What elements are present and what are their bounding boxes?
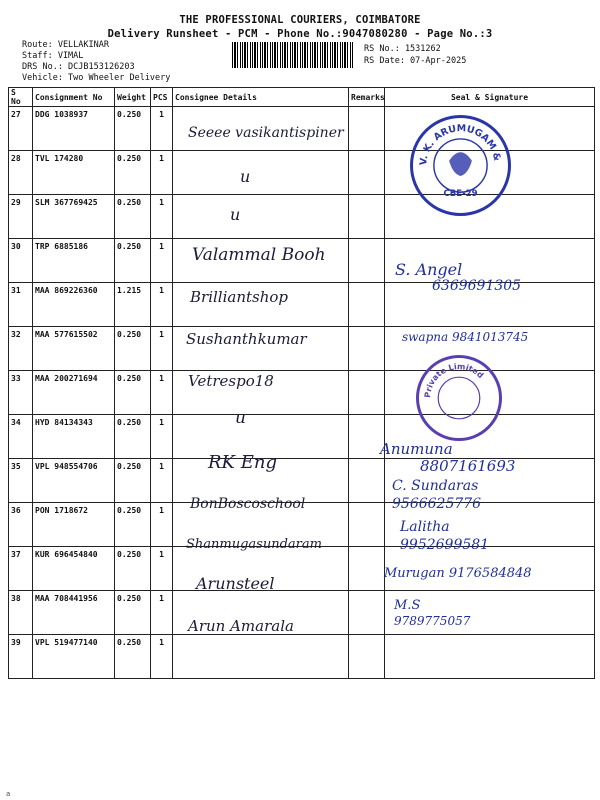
rs-date: RS Date: 07-Apr-2025 <box>364 56 467 66</box>
cell-remarks <box>349 327 385 371</box>
cell-sno: 35 <box>9 459 33 503</box>
staff-label: Staff: VIMAL <box>22 51 84 61</box>
handwritten-consignee-28: Seeee vasikantispiner <box>188 125 344 141</box>
cell-consignment-no: DDG 1038937 <box>33 107 115 151</box>
cell-consignee-details <box>173 151 349 195</box>
cell-sno: 38 <box>9 591 33 635</box>
phone-36: 9566625776 <box>392 496 482 512</box>
phone-37: 9952699581 <box>400 537 490 553</box>
cell-sno: 31 <box>9 283 33 327</box>
cell-sno: 33 <box>9 371 33 415</box>
cell-consignment-no: PON 1718672 <box>33 503 115 547</box>
cell-remarks <box>349 107 385 151</box>
seal-graphic <box>413 118 508 213</box>
stamp-text: Private Limited <box>423 361 486 399</box>
cell-sno: 30 <box>9 239 33 283</box>
header-sno: S No <box>9 88 33 107</box>
header-consignment-no: Consignment No <box>33 88 115 107</box>
cell-remarks <box>349 547 385 591</box>
signature-38: Murugan 9176584848 <box>384 566 532 581</box>
cell-pcs: 1 <box>151 547 173 591</box>
cell-consignment-no: TVL 174280 <box>33 151 115 195</box>
cell-pcs: 1 <box>151 371 173 415</box>
header-consignee-details: Consignee Details <box>173 88 349 107</box>
cell-remarks <box>349 591 385 635</box>
cell-weight: 1.215 <box>115 283 151 327</box>
handwritten-consignee-38: Shanmugasundaram <box>186 537 322 552</box>
cell-consignment-no: MAA 577615502 <box>33 327 115 371</box>
cell-weight: 0.250 <box>115 547 151 591</box>
cell-pcs: 1 <box>151 459 173 503</box>
cell-pcs: 1 <box>151 591 173 635</box>
phone-35: 8807161693 <box>420 457 516 475</box>
cell-sno: 37 <box>9 547 33 591</box>
cell-consignment-no: MAA 869226360 <box>33 283 115 327</box>
cell-weight: 0.250 <box>115 371 151 415</box>
private-limited-stamp <box>416 355 502 441</box>
cell-consignment-no: KUR 696454840 <box>33 547 115 591</box>
handwritten-ditto-29: u <box>240 167 251 186</box>
cell-consignment-no: VPL 948554706 <box>33 459 115 503</box>
cell-remarks <box>349 283 385 327</box>
cell-remarks <box>349 239 385 283</box>
route-label: Route: VELLAKINAR <box>22 40 109 50</box>
handwritten-consignee-34: Vetrespo18 <box>188 372 274 390</box>
cell-sno: 34 <box>9 415 33 459</box>
cell-consignment-no: TRP 6885186 <box>33 239 115 283</box>
phone-31: 6369691305 <box>432 278 522 294</box>
cell-seal-signature <box>385 635 595 679</box>
cell-remarks <box>349 371 385 415</box>
cell-remarks <box>349 195 385 239</box>
signature-35: Anumuna <box>380 440 453 458</box>
cell-consignment-no: VPL 519477140 <box>33 635 115 679</box>
runsheet-subtitle: Delivery Runsheet - PCM - Phone No.:9047080280 - Page No.:3 <box>107 28 493 40</box>
cell-remarks <box>349 459 385 503</box>
cell-sno: 28 <box>9 151 33 195</box>
cell-consignment-no: HYD 84134343 <box>33 415 115 459</box>
cell-consignment-no: SLM 367769425 <box>33 195 115 239</box>
table-row <box>9 415 595 459</box>
cell-weight: 0.250 <box>115 151 151 195</box>
phone-39: 9789775057 <box>394 614 471 628</box>
header-remarks: Remarks <box>349 88 385 107</box>
cell-consignment-no: MAA 708441956 <box>33 591 115 635</box>
seal-top-text: V. K. ARUMUGAM & <box>418 123 503 166</box>
cell-sno: 36 <box>9 503 33 547</box>
vehicle-label: Vehicle: Two Wheeler Delivery <box>22 73 171 83</box>
handwritten-consignee-40: Arun Amarala <box>188 617 294 635</box>
header-pcs: PCS <box>151 88 173 107</box>
signature-31: S. Angel <box>395 260 463 279</box>
signature-39: M.S <box>394 598 421 613</box>
header-weight: Weight <box>115 88 151 107</box>
company-seal-stamp <box>410 115 511 216</box>
cell-weight: 0.250 <box>115 591 151 635</box>
cell-sno: 29 <box>9 195 33 239</box>
cell-consignee-details <box>173 195 349 239</box>
cell-weight: 0.250 <box>115 195 151 239</box>
corner-mark: a <box>6 790 11 798</box>
table-row <box>9 371 595 415</box>
handwritten-consignee-37: BonBoscoschool <box>190 496 306 512</box>
cell-pcs: 1 <box>151 151 173 195</box>
cell-pcs: 1 <box>151 195 173 239</box>
cell-pcs: 1 <box>151 327 173 371</box>
cell-sno: 27 <box>9 107 33 151</box>
handwritten-consignee-32: Brilliantshop <box>190 288 289 306</box>
rs-number: RS No.: 1531262 <box>364 44 441 54</box>
cell-sno: 32 <box>9 327 33 371</box>
cell-weight: 0.250 <box>115 327 151 371</box>
handwritten-consignee-33: Sushanthkumar <box>186 330 307 348</box>
cell-weight: 0.250 <box>115 107 151 151</box>
handwritten-consignee-31: Valammal Booh <box>192 245 326 265</box>
cell-sno: 39 <box>9 635 33 679</box>
signature-37: Lalitha <box>400 519 450 535</box>
cell-weight: 0.250 <box>115 635 151 679</box>
handwritten-ditto-35: u <box>235 408 246 428</box>
cell-pcs: 1 <box>151 635 173 679</box>
signature-32: swapna 9841013745 <box>402 330 529 344</box>
table-row <box>9 591 595 635</box>
cell-pcs: 1 <box>151 107 173 151</box>
handwritten-ditto-30: u <box>230 205 241 224</box>
cell-pcs: 1 <box>151 415 173 459</box>
handwritten-consignee-36: RK Eng <box>208 452 277 473</box>
stamp-graphic <box>419 358 499 438</box>
cell-weight: 0.250 <box>115 503 151 547</box>
document-title: THE PROFESSIONAL COURIERS, COIMBATORE <box>179 14 421 26</box>
signature-36: C. Sundaras <box>392 478 479 494</box>
cell-weight: 0.250 <box>115 239 151 283</box>
handwritten-consignee-39: Arunsteel <box>196 574 275 593</box>
drs-number: DRS No.: DCJB15312620З <box>22 62 135 72</box>
cell-weight: 0.250 <box>115 459 151 503</box>
barcode <box>232 42 354 68</box>
cell-pcs: 1 <box>151 283 173 327</box>
cell-remarks <box>349 151 385 195</box>
seal-bottom-text: CBE-29 <box>443 188 478 199</box>
cell-remarks <box>349 503 385 547</box>
cell-pcs: 1 <box>151 239 173 283</box>
cell-pcs: 1 <box>151 503 173 547</box>
cell-consignment-no: MAA 200271694 <box>33 371 115 415</box>
cell-consignee-details <box>173 635 349 679</box>
cell-remarks <box>349 635 385 679</box>
table-header-row <box>9 88 595 107</box>
cell-weight: 0.250 <box>115 415 151 459</box>
table-row <box>9 635 595 679</box>
header-seal-signature: Seal & Signature <box>385 88 595 107</box>
